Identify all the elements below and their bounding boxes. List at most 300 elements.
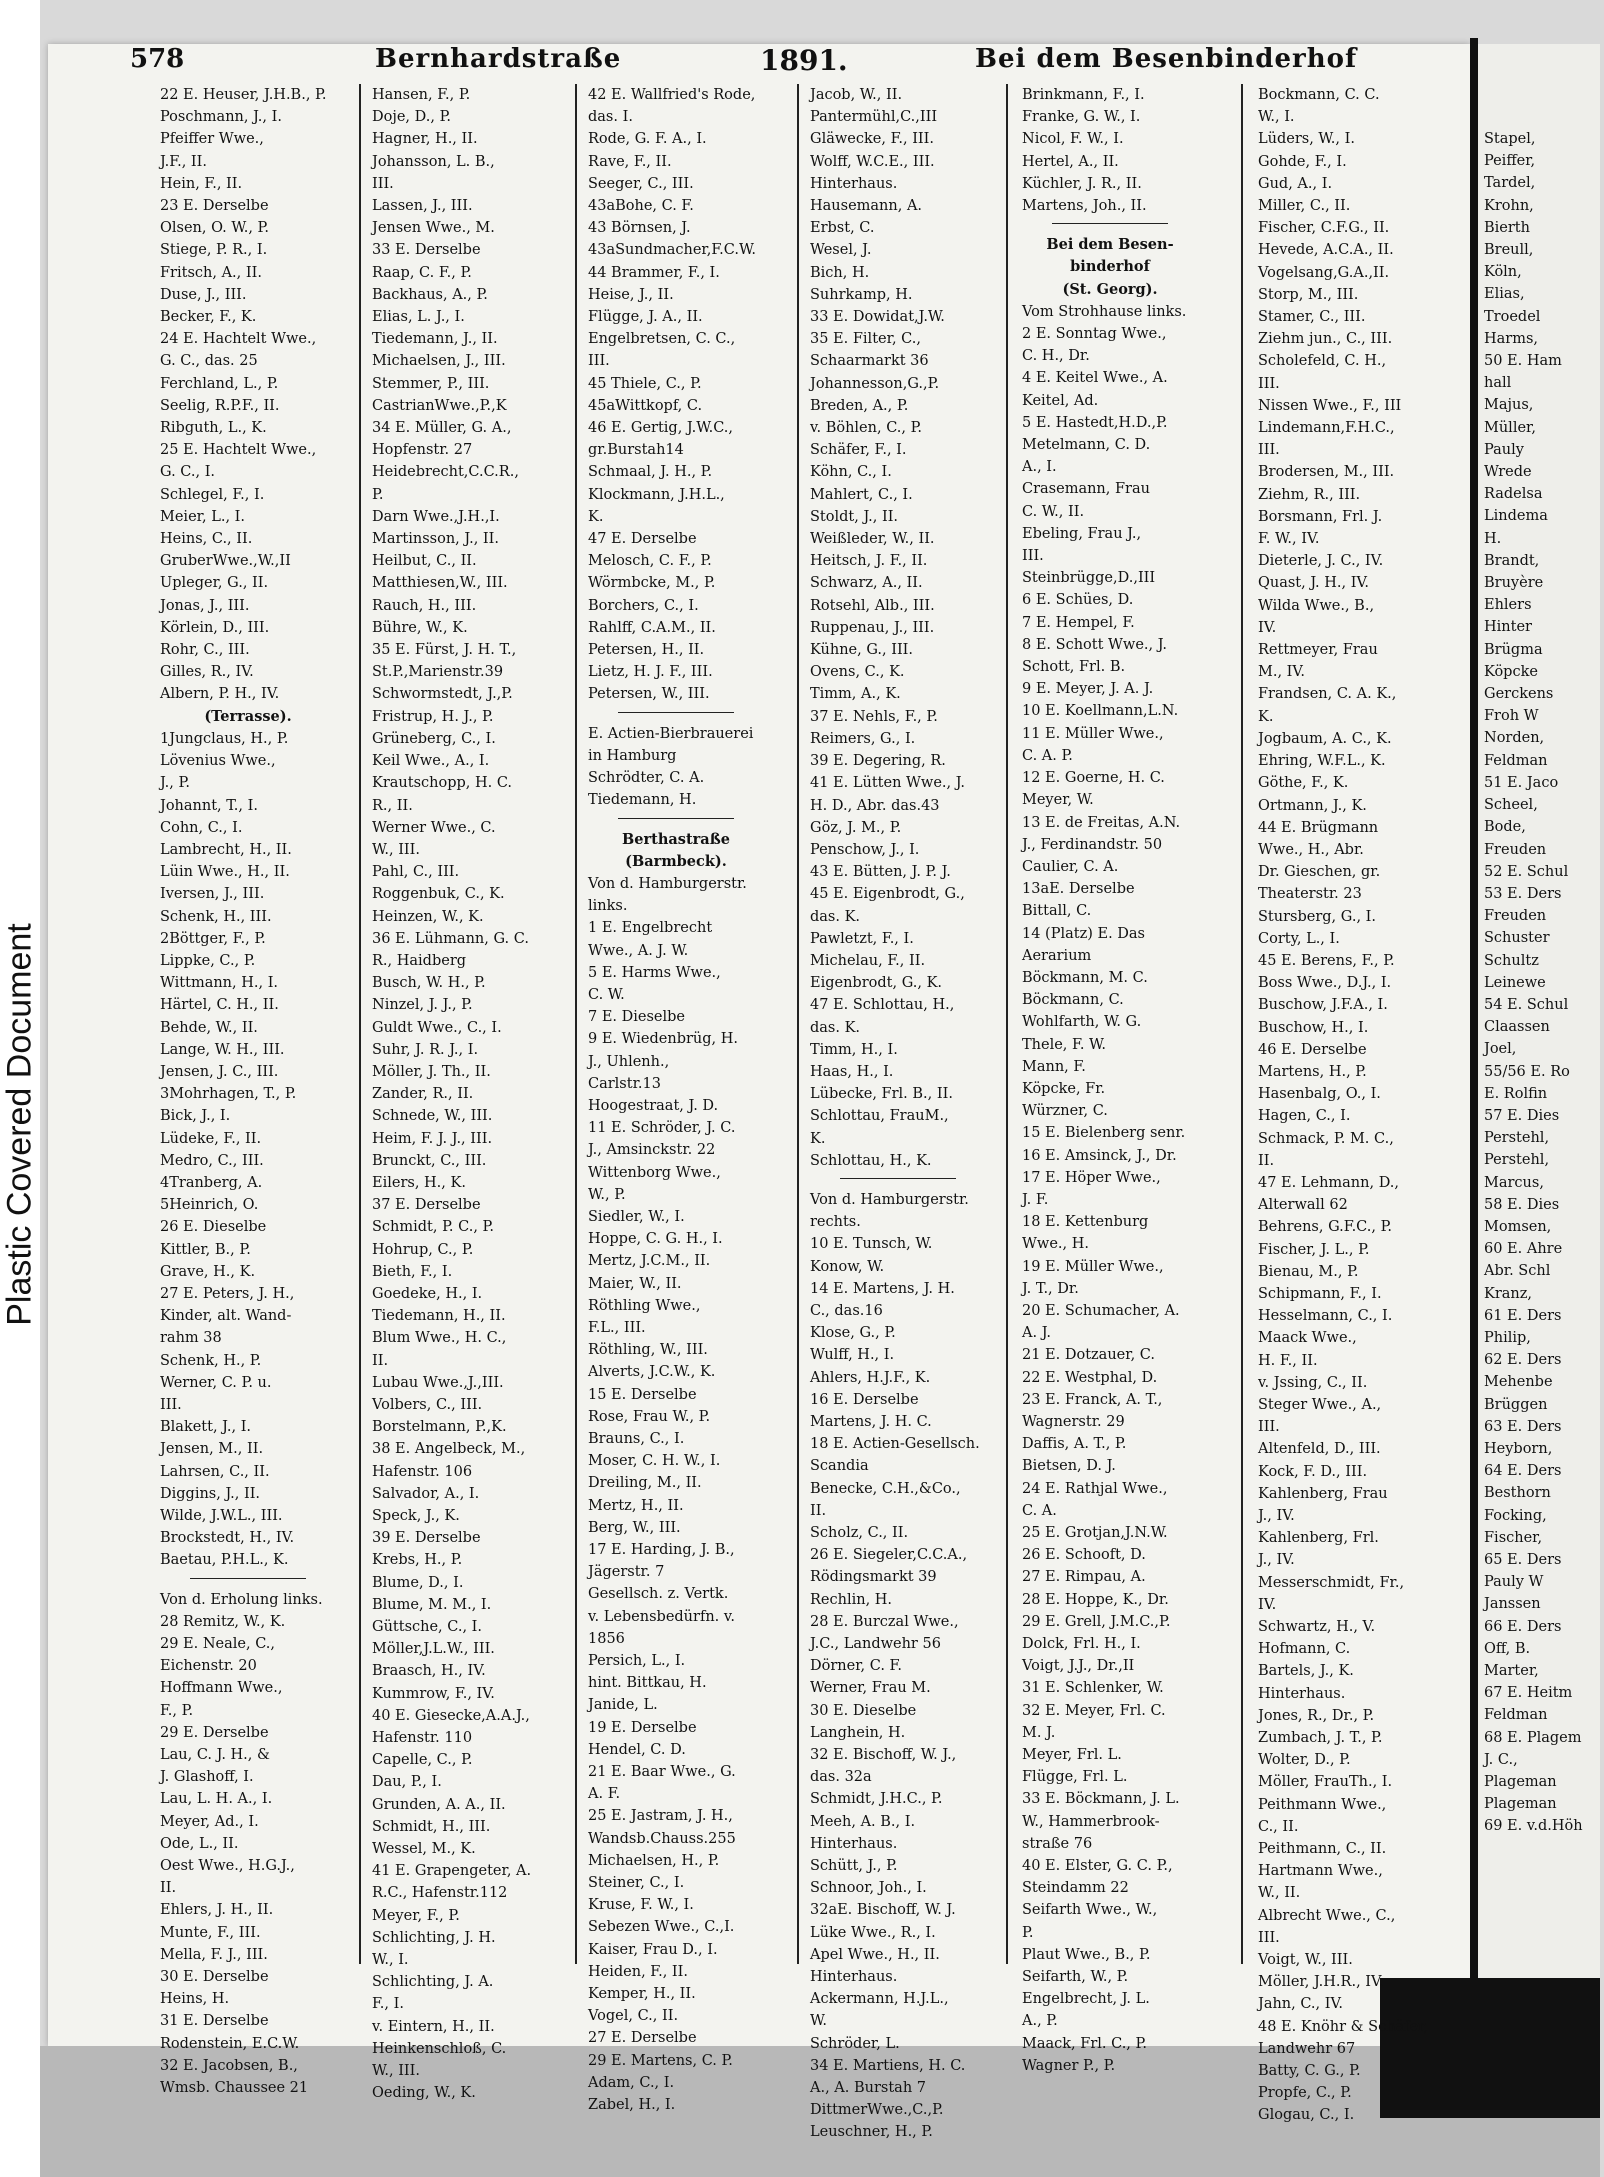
directory-entry: 11 E. Schröder, J. C. — [588, 1120, 736, 1137]
directory-entry: Bittall, C. — [1022, 903, 1092, 920]
directory-entry: Von d. Erholung links. — [160, 1591, 323, 1608]
directory-entry: W., I. — [372, 1952, 409, 1969]
directory-entry: Wandsb.Chauss.255 — [588, 1830, 736, 1847]
directory-entry: H. — [1484, 530, 1502, 547]
page-street-title: Bernhardstraße — [375, 44, 622, 74]
directory-entry: Schmidt, P. C., P. — [372, 1219, 494, 1236]
directory-entry: Ahlers, H.J.F., K. — [810, 1369, 931, 1386]
directory-entry: Lassen, J., III. — [372, 198, 473, 215]
directory-entry: F. W., IV. — [1258, 531, 1320, 548]
directory-entry: 43aBohe, C. F. — [588, 198, 694, 215]
directory-entry: E. Rolfin — [1484, 1085, 1548, 1102]
directory-entry: Brockstedt, H., IV. — [160, 1530, 295, 1547]
directory-entry: Melosch, C. F., P. — [588, 553, 712, 570]
directory-entry: 18 E. Kettenburg — [1022, 1214, 1149, 1231]
directory-entry: Steinbrügge,D.,III — [1022, 570, 1156, 587]
directory-entry: Kummrow, F., IV. — [372, 1685, 495, 1702]
directory-entry: Lüke Wwe., R., I. — [810, 1924, 936, 1941]
directory-entry: 26 E. Dieselbe — [160, 1219, 267, 1236]
directory-entry: 3Mohrhagen, T., P. — [160, 1086, 297, 1103]
directory-entry: 25 E. Jastram, J. H., — [588, 1808, 733, 1825]
directory-entry: 7 E. Dieselbe — [588, 1009, 686, 1026]
directory-entry: 57 E. Dies — [1484, 1107, 1560, 1124]
directory-entry: Eichenstr. 20 — [160, 1658, 257, 1675]
directory-entry: 10 E. Tunsch, W. — [810, 1236, 933, 1253]
directory-entry: Siedler, W., I. — [588, 1208, 685, 1225]
directory-entry: Gesellsch. z. Vertk. — [588, 1586, 729, 1603]
directory-entry: Vogelsang,G.A.,II. — [1258, 264, 1390, 281]
directory-entry: Hinter — [1484, 619, 1532, 636]
directory-entry: Caulier, C. A. — [1022, 858, 1119, 875]
directory-entry: 43aSundmacher,F.C.W. — [588, 242, 756, 259]
directory-entry: 37 E. Derselbe — [372, 1197, 481, 1214]
directory-entry: Müller, — [1484, 419, 1536, 436]
directory-entry: Schenk, H., III. — [160, 908, 272, 925]
page-right-title: Bei dem Besenbinderhof — [975, 44, 1358, 74]
directory-entry: 34 E. Martiens, H. C. — [810, 2057, 966, 2074]
directory-entry: Körlein, D., III. — [160, 619, 270, 636]
directory-entry: Ebeling, Frau J., — [1022, 525, 1142, 542]
directory-entry: 33 E. Böckmann, J. L. — [1022, 1791, 1180, 1808]
directory-entry: 46 E. Derselbe — [1258, 1041, 1367, 1058]
directory-entry: 64 E. Ders — [1484, 1463, 1562, 1480]
directory-entry: Härtel, C. H., II. — [160, 997, 279, 1014]
directory-entry: Ode, L., II. — [160, 1835, 239, 1852]
directory-entry: Schütt, J., P. — [810, 1858, 898, 1875]
directory-entry: A. J. — [1022, 1325, 1051, 1342]
directory-entry: Grunden, A. A., II. — [372, 1796, 506, 1813]
directory-entry: Mehenbe — [1484, 1374, 1553, 1391]
directory-entry: Hagen, C., I. — [1258, 1108, 1351, 1125]
directory-entry: 25 E. Hachtelt Wwe., — [160, 442, 317, 459]
directory-entry: Theaterstr. 23 — [1258, 886, 1362, 903]
directory-entry: Kahlenberg, Frau — [1258, 1485, 1388, 1502]
directory-entry: IV. — [1258, 619, 1277, 636]
directory-entry: Momsen, — [1484, 1218, 1552, 1235]
directory-entry: 65 E. Ders — [1484, 1552, 1562, 1568]
directory-entry: 1856 — [588, 1630, 625, 1647]
directory-entry: Wilda Wwe., B., — [1258, 597, 1375, 614]
directory-entry: 27 E. Peters, J. H., — [160, 1285, 295, 1302]
directory-entry: 38 E. Angelbeck, M., — [372, 1441, 526, 1458]
directory-entry: Albrecht Wwe., C., — [1258, 1907, 1396, 1924]
directory-entry: J.C., Landwehr 56 — [810, 1636, 941, 1653]
directory-entry: Wittenborg Wwe., — [588, 1164, 721, 1181]
directory-entry: Perstehl, — [1484, 1130, 1550, 1147]
directory-entry: Bartels, J., K. — [1258, 1663, 1354, 1680]
directory-entry: Steindamm 22 — [1022, 1880, 1129, 1897]
directory-entry: Elias, L. J., I. — [372, 309, 465, 326]
directory-entry: Backhaus, A., P. — [372, 286, 488, 303]
directory-entry: Rave, F., II. — [588, 153, 672, 170]
directory-entry: Heinzen, W., K. — [372, 908, 484, 925]
directory-entry: Bode, — [1484, 819, 1526, 836]
side-label: Plastic Covered Document — [0, 923, 39, 1326]
directory-entry: Daffis, A. T., P. — [1022, 1436, 1127, 1453]
directory-entry: Schmack, P. M. C., — [1258, 1130, 1394, 1147]
directory-entry: Suhr, J. R. J., I. — [372, 1041, 479, 1058]
directory-entry: 24 E. Rathjal Wwe., — [1022, 1480, 1168, 1497]
directory-entry: 41 E. Grapengeter, A. — [372, 1863, 532, 1880]
directory-entry: 32aE. Bischoff, W. J. — [810, 1902, 956, 1919]
directory-entry: J. F. — [1022, 1191, 1049, 1208]
directory-entry: 31 E. Schlenker, W. — [1022, 1680, 1164, 1697]
directory-entry: Dolck, Frl. H., I. — [1022, 1636, 1141, 1653]
directory-entry: 32 E. Meyer, Frl. C. — [1022, 1702, 1166, 1719]
directory-entry: Nicol, F. W., I. — [1022, 131, 1124, 148]
directory-entry: III. — [1258, 375, 1280, 392]
directory-entry: Kahlenberg, Frl. — [1258, 1530, 1379, 1547]
directory-entry: Martens, H., P. — [1258, 1063, 1367, 1080]
directory-entry: Bei dem Besen- — [1046, 236, 1174, 254]
directory-entry: Lubau Wwe.,J.,III. — [372, 1374, 504, 1391]
directory-entry: 31 E. Derselbe — [160, 2013, 269, 2030]
directory-entry: Pauly W — [1484, 1574, 1544, 1591]
directory-entry: Roggenbuk, C., K. — [372, 886, 505, 903]
directory-entry: Heidebrecht,C.C.R., — [372, 464, 519, 481]
directory-entry: Stemmer, P., III. — [372, 375, 490, 392]
directory-entry: C. W. — [588, 986, 625, 1003]
directory-entry: Peithmann, C., II. — [1258, 1841, 1387, 1858]
directory-entry: Fristrup, H. J., P. — [372, 708, 494, 725]
directory-entry: 14 E. Martens, J. H. — [810, 1280, 955, 1297]
directory-entry: 12 E. Goerne, H. C. — [1022, 770, 1165, 787]
directory-entry: Michaelsen, H., P. — [588, 1852, 720, 1869]
directory-entry: 35 E. Filter, C., — [810, 331, 921, 348]
directory-entry: Behrens, G.F.C., P. — [1258, 1219, 1393, 1236]
directory-entry: 32 E. Jacobsen, B., — [160, 2057, 298, 2074]
directory-entry: Suhrkamp, H. — [810, 286, 913, 303]
directory-entry: 4 E. Keitel Wwe., A. — [1022, 370, 1168, 387]
directory-entry: Röthling Wwe., — [588, 1297, 701, 1314]
directory-entry: Marcus, — [1484, 1174, 1544, 1191]
directory-entry: 18 E. Actien-Gesellsch. — [810, 1436, 980, 1453]
directory-entry: Hartmann Wwe., — [1258, 1863, 1383, 1880]
directory-entry: Behde, W., II. — [160, 1019, 258, 1036]
directory-entry: Rahlff, C.A.M., II. — [588, 619, 716, 636]
directory-entry: Harms, — [1484, 330, 1539, 347]
directory-entry: Krebs, H., P. — [372, 1552, 463, 1569]
directory-entry: 33 E. Derselbe — [372, 242, 481, 259]
page-number: 578 — [130, 44, 185, 74]
directory-entry: G. C., I. — [160, 464, 216, 481]
directory-entry: Michaelsen, J., III. — [372, 353, 506, 370]
directory-entry: Brinkmann, F., I. — [1022, 87, 1145, 103]
column-rule — [359, 84, 361, 1964]
directory-entry: 26 E. Siegeler,C.C.A., — [810, 1547, 968, 1564]
directory-entry: J., IV. — [1258, 1508, 1295, 1524]
directory-entry: P. — [1022, 1924, 1034, 1941]
directory-entry: Bockmann, C. C. — [1258, 87, 1380, 103]
directory-entry: Schrödter, C. A. — [588, 770, 705, 787]
directory-entry: Köpcke, Fr. — [1022, 1080, 1106, 1097]
directory-entry: Seeger, C., III. — [588, 175, 694, 192]
directory-entry: v. Böhlen, C., P. — [810, 420, 923, 437]
directory-entry: F.L., III. — [588, 1319, 646, 1336]
directory-entry: Hagner, H., II. — [372, 131, 478, 148]
directory-entry: Rode, G. F. A., I. — [588, 131, 707, 148]
directory-entry: Stiege, P. R., I. — [160, 242, 268, 259]
section-divider — [840, 1178, 956, 1189]
directory-entry: Wohlfarth, W. G. — [1022, 1014, 1142, 1031]
directory-entry: R., Haidberg — [372, 952, 467, 969]
directory-entry: Pfeiffer Wwe., — [160, 131, 264, 148]
directory-entry: Focking, — [1484, 1507, 1547, 1524]
directory-entry: v. Lebensbedürfn. v. — [588, 1608, 735, 1625]
book-gutter — [1470, 38, 1478, 2058]
directory-entry: Majus, — [1484, 397, 1534, 414]
directory-entry: Voigt, J.J., Dr.,II — [1022, 1658, 1135, 1675]
directory-entry: Göthe, F., K. — [1258, 775, 1349, 792]
directory-entry: Krautschopp, H. C. — [372, 775, 513, 792]
directory-entry: W., III. — [372, 2063, 420, 2080]
directory-entry: Timm, H., I. — [810, 1041, 898, 1058]
directory-entry: Heyborn, — [1484, 1440, 1553, 1457]
directory-entry: 23 E. Derselbe — [160, 198, 269, 215]
directory-entry: Martens, Joh., II. — [1022, 198, 1147, 215]
directory-entry: 43 Börnsen, J. — [588, 220, 691, 237]
directory-entry: Böckmann, M. C. — [1022, 969, 1148, 986]
directory-entry: Mertz, H., II. — [588, 1497, 684, 1514]
directory-entry: 33 E. Dowidat,J.W. — [810, 309, 945, 326]
directory-entry: Dreiling, M., II. — [588, 1475, 702, 1492]
directory-entry: Guldt Wwe., C., I. — [372, 1019, 502, 1036]
directory-entry: Brauns, C., I. — [588, 1430, 685, 1447]
directory-entry: Munte, F., III. — [160, 1924, 261, 1941]
directory-entry: Pauly — [1484, 441, 1524, 458]
directory-entry: Lippke, C., P. — [160, 952, 256, 969]
directory-column-4 — [810, 84, 986, 2141]
directory-entry: Cohn, C., I. — [160, 819, 243, 836]
directory-entry: Wolter, D., P. — [1258, 1752, 1351, 1769]
directory-entry: 25 E. Grotjan,J.N.W. — [1022, 1525, 1168, 1541]
directory-entry: Schott, Frl. B. — [1022, 659, 1126, 676]
directory-entry: 41 E. Lütten Wwe., J. — [810, 775, 966, 792]
directory-entry: 27 E. Rimpau, A. — [1022, 1569, 1146, 1586]
directory-entry: Bick, J., I. — [160, 1108, 231, 1125]
directory-entry: Alverts, J.C.W., K. — [588, 1364, 716, 1381]
directory-entry: 28 E. Hoppe, K., Dr. — [1022, 1591, 1169, 1608]
directory-entry: Hoffmann Wwe., — [160, 1680, 283, 1697]
directory-entry: Petersen, W., III. — [588, 686, 710, 703]
directory-entry: Schröder, L. — [810, 2035, 900, 2052]
directory-entry: Mann, F. — [1022, 1058, 1086, 1075]
directory-entry: Perstehl, — [1484, 1152, 1550, 1169]
directory-entry: Rauch, H., III. — [372, 597, 477, 614]
directory-entry: Steiner, C., I. — [588, 1875, 685, 1892]
directory-entry: Vom Strohhause links. — [1022, 303, 1187, 320]
directory-entry: Werner, Frau M. — [810, 1680, 931, 1697]
directory-entry: Engelbretsen, C. C., — [588, 331, 736, 348]
directory-entry: Breull, — [1484, 242, 1534, 259]
directory-entry: 6 E. Schües, D. — [1022, 592, 1134, 609]
directory-entry: Heise, J., II. — [588, 286, 674, 303]
directory-entry: Ovens, C., K. — [810, 664, 905, 681]
directory-entry: Goedeke, H., I. — [372, 1285, 483, 1302]
directory-entry: Würzner, C. — [1022, 1103, 1108, 1120]
directory-entry: C. A. P. — [1022, 747, 1073, 764]
directory-entry: Blakett, J., I. — [160, 1419, 252, 1436]
directory-entry: Corty, L., I. — [1258, 930, 1340, 947]
directory-entry: (St. Georg). — [1062, 280, 1158, 298]
directory-entry: Nissen Wwe., F., III — [1258, 397, 1402, 414]
directory-entry: Frandsen, C. A. K., — [1258, 686, 1397, 703]
directory-entry: Meier, L., I. — [160, 508, 245, 525]
directory-entry: Ziehm, R., III. — [1258, 486, 1361, 503]
directory-entry: Zumbach, J. T., P. — [1258, 1730, 1383, 1747]
directory-entry: Lietz, H. J. F., III. — [588, 664, 713, 681]
directory-entry: Göz, J. M., P. — [810, 819, 902, 836]
directory-entry: Bierth — [1484, 219, 1530, 236]
directory-entry: Heiden, F., II. — [588, 1963, 688, 1980]
column-rule — [797, 84, 799, 1964]
directory-entry: Gerckens — [1484, 686, 1554, 703]
directory-entry: Borstelmann, P.,K. — [372, 1419, 507, 1436]
directory-entry: Hoogestraat, J. D. — [588, 1097, 719, 1114]
directory-entry: 20 E. Schumacher, A. — [1022, 1302, 1180, 1319]
directory-entry: 67 E. Heitm — [1484, 1685, 1573, 1702]
directory-entry: Batty, C. G., P. — [1258, 2063, 1361, 2080]
directory-entry: 16 E. Derselbe — [810, 1391, 919, 1408]
directory-entry: Dörner, C. F. — [810, 1658, 902, 1675]
directory-entry: Röthling, W., III. — [588, 1342, 708, 1359]
directory-entry: Duse, J., III. — [160, 286, 247, 303]
directory-entry: 15 E. Derselbe — [588, 1386, 697, 1403]
directory-entry: 17 E. Höper Wwe., — [1022, 1169, 1161, 1186]
column-rule — [1006, 84, 1008, 1964]
directory-entry: Hevede, A.C.A., II. — [1258, 242, 1394, 259]
directory-entry: Moser, C. H. W., I. — [588, 1453, 721, 1470]
directory-entry: Messerschmidt, Fr., — [1258, 1574, 1405, 1591]
directory-entry: II. — [810, 1502, 827, 1519]
directory-entry: Jogbaum, A. C., K. — [1258, 730, 1392, 747]
directory-entry: Michelau, F., II. — [810, 952, 926, 969]
directory-entry: Troedel — [1484, 308, 1541, 325]
directory-entry: Besthorn — [1484, 1485, 1551, 1502]
directory-entry: Glogau, C., I. — [1258, 2107, 1355, 2124]
directory-entry: Wessel, M., K. — [372, 1841, 476, 1858]
section-divider — [618, 818, 734, 829]
directory-entry: Breden, A., P. — [810, 397, 909, 414]
directory-entry: Kühne, G., III. — [810, 642, 914, 659]
directory-entry: Kaiser, Frau D., I. — [588, 1941, 718, 1958]
directory-entry: Lau, L. H. A., I. — [160, 1791, 273, 1808]
directory-entry: Wittmann, H., I. — [160, 975, 279, 992]
directory-entry: Jacob, W., II. — [810, 87, 903, 103]
directory-entry: 4Tranberg, A. — [160, 1174, 263, 1191]
directory-entry: Schwormstedt, J.,P. — [372, 686, 513, 703]
directory-entry: Brüggen — [1484, 1396, 1548, 1413]
directory-entry: Hertel, A., II. — [1022, 153, 1119, 170]
column-rule — [575, 84, 577, 1964]
directory-entry: Sebezen Wwe., C.,I. — [588, 1919, 735, 1936]
directory-entry: Feldman — [1484, 1707, 1548, 1724]
directory-entry: Schnoor, Joh., I. — [810, 1880, 927, 1897]
directory-entry: Seelig, R.P.F., II. — [160, 397, 280, 414]
directory-entry: Johannt, T., I. — [160, 797, 258, 814]
directory-entry: Wesel, J. — [810, 242, 872, 259]
directory-entry: P. — [372, 486, 384, 503]
directory-entry: Schlichting, J. A. — [372, 1974, 494, 1991]
directory-entry: W., III. — [372, 841, 420, 858]
page-year: 1891. — [760, 44, 848, 77]
directory-entry: Lahrsen, C., II. — [160, 1463, 270, 1480]
directory-entry: Elias, — [1484, 286, 1525, 303]
directory-entry: Timm, A., K. — [810, 686, 901, 703]
directory-entry: Petersen, H., II. — [588, 642, 705, 659]
directory-entry: Crasemann, Frau — [1022, 481, 1150, 498]
directory-entry: W. — [810, 2013, 827, 2030]
directory-entry: Albern, P. H., IV. — [160, 686, 280, 703]
directory-entry: 29 E. Martens, C. P. — [588, 2052, 733, 2069]
directory-entry: C. W., II. — [1022, 503, 1085, 520]
directory-entry: K. — [588, 508, 604, 525]
directory-entry: Brunckt, C., III. — [372, 1152, 487, 1169]
directory-entry: Gud, A., I. — [1258, 175, 1333, 192]
directory-entry: 36 E. Lühmann, G. C. — [372, 930, 529, 947]
directory-entry: Poschmann, J., I. — [160, 109, 282, 126]
directory-entry: Jägerstr. 7 — [588, 1564, 665, 1581]
directory-entry: binderhof — [1070, 258, 1150, 276]
directory-entry: hint. Bittkau, H. — [588, 1675, 707, 1692]
directory-entry: Plageman — [1484, 1796, 1557, 1813]
directory-entry: 47 E. Lehmann, D., — [1258, 1174, 1400, 1191]
directory-entry: C., das.16 — [810, 1302, 883, 1319]
directory-entry: St.P.,Marienstr.39 — [372, 664, 504, 681]
directory-entry: Kranz, — [1484, 1285, 1532, 1302]
directory-entry: Lange, W. H., III. — [160, 1041, 285, 1058]
directory-entry: Jahn, C., IV. — [1258, 1996, 1344, 2013]
directory-entry: II. — [1258, 1152, 1275, 1169]
directory-entry: E. Actien-Bierbrauerei — [588, 725, 754, 742]
directory-entry: Kruse, F. W., I. — [588, 1897, 694, 1914]
directory-entry: Freuden — [1484, 908, 1547, 925]
directory-entry: 22 E. Westphal, D. — [1022, 1369, 1158, 1386]
directory-entry: Dau, P., I. — [372, 1774, 442, 1791]
directory-entry: 21 E. Baar Wwe., G. — [588, 1764, 736, 1781]
directory-entry: Konow, W. — [810, 1258, 885, 1275]
directory-entry: Hasenbalg, O., I. — [1258, 1086, 1381, 1103]
directory-entry: Jonas, J., III. — [160, 597, 250, 614]
directory-entry: Brügma — [1484, 641, 1543, 658]
directory-entry: 5Heinrich, O. — [160, 1197, 259, 1214]
directory-entry: Mahlert, C., I. — [810, 486, 913, 503]
directory-column-5 — [1022, 84, 1198, 2074]
directory-entry: Hein, F., II. — [160, 175, 243, 192]
directory-entry: Abr. Schl — [1484, 1263, 1551, 1280]
directory-entry: Doje, D., P. — [372, 109, 452, 126]
directory-entry: Matthiesen,W., III. — [372, 575, 508, 592]
directory-entry: 8 E. Schott Wwe., J. — [1022, 636, 1168, 653]
directory-entry: 15 E. Bielenberg senr. — [1022, 1125, 1186, 1142]
directory-entry: C., II. — [1258, 1818, 1299, 1835]
directory-entry: 66 E. Ders — [1484, 1618, 1562, 1635]
directory-entry: Wwe., A. J. W. — [588, 942, 689, 959]
directory-entry: Johannesson,G.,P. — [810, 375, 940, 392]
directory-entry: Hinterhaus. — [810, 1835, 898, 1852]
directory-entry: Klockmann, J.H.L., — [588, 486, 725, 503]
directory-entry: Berthastraße — [622, 830, 730, 848]
directory-entry: 14 (Platz) E. Das — [1022, 925, 1146, 942]
directory-entry: Scholz, C., II. — [810, 1525, 909, 1541]
directory-entry: Flügge, J. A., II. — [588, 309, 703, 326]
directory-entry: Möller, J. Th., II. — [372, 1063, 491, 1080]
directory-entry: Wörmbcke, M., P. — [588, 575, 716, 592]
directory-entry: Lindema — [1484, 508, 1548, 525]
directory-entry: Voigt, W., III. — [1258, 1952, 1353, 1969]
directory-entry: Scandia — [810, 1458, 869, 1475]
directory-entry: Wulff, H., I. — [810, 1347, 895, 1364]
